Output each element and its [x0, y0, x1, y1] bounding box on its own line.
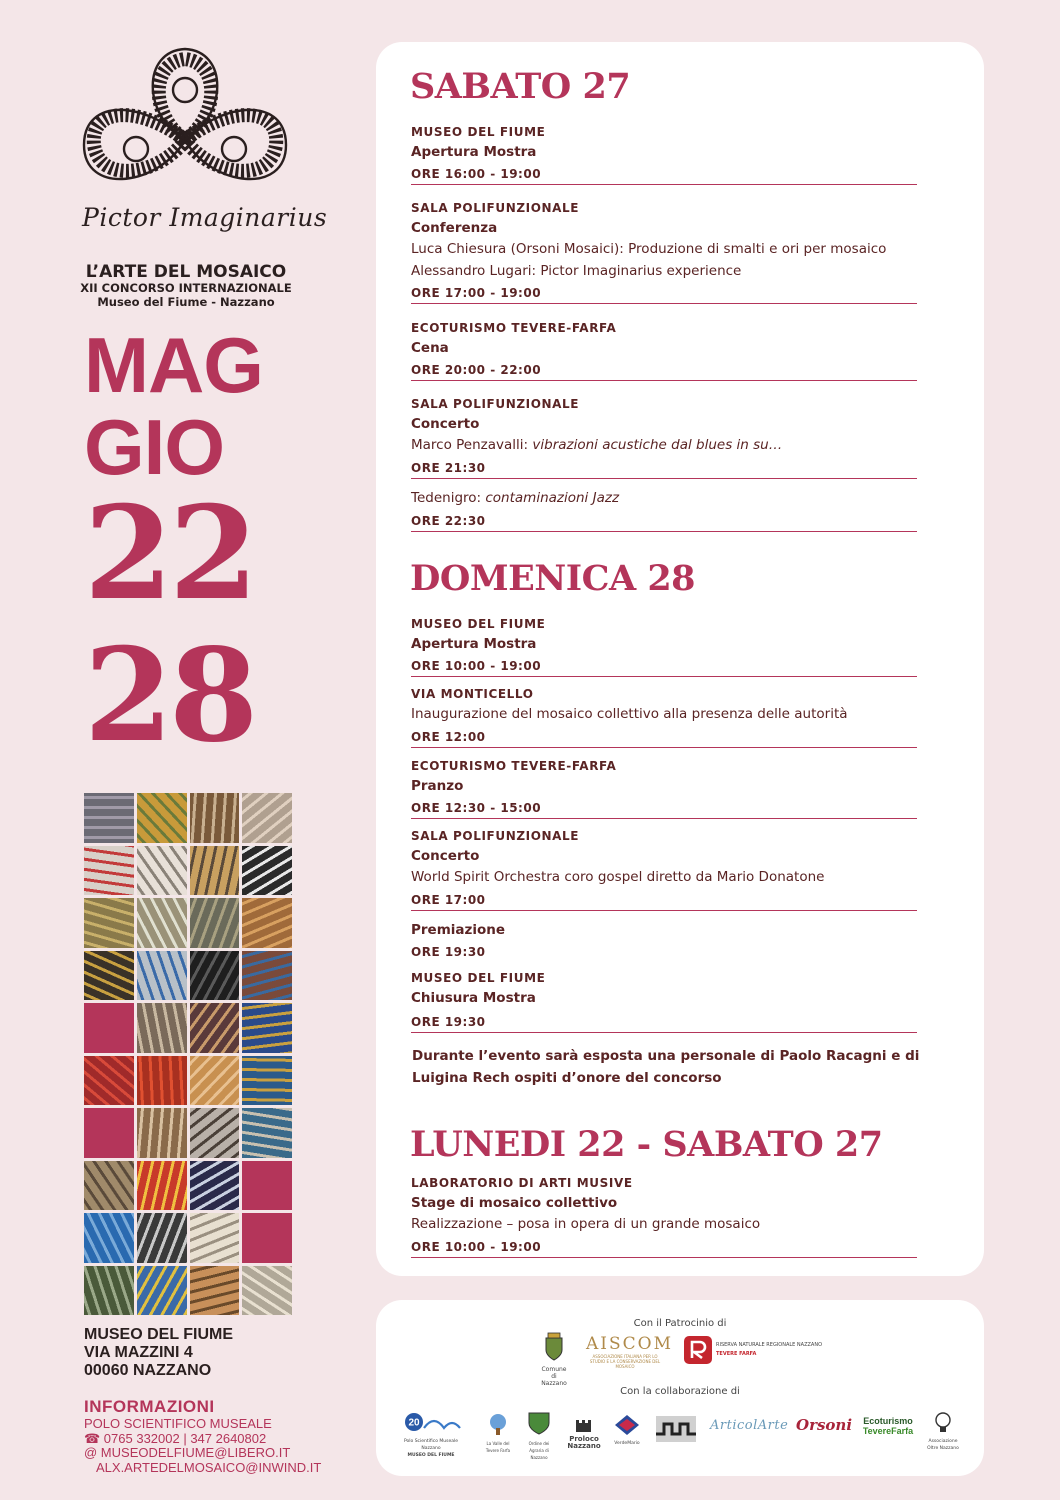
event-title: Chiusura Mostra — [411, 990, 536, 1006]
mosaic-tile — [84, 1056, 134, 1106]
lightbulb-icon — [934, 1412, 952, 1434]
coat-of-arms-icon — [543, 1332, 565, 1362]
event-time: ORE 19:30 — [411, 1013, 917, 1033]
mosaic-tile — [242, 1161, 292, 1211]
event-sab-4 — [411, 394, 917, 479]
event-description: Alessandro Lugari: Pictor Imaginarius experience — [411, 262, 742, 279]
day-start: 22 — [84, 479, 255, 629]
note-artist-2: Luigina Rech — [412, 1070, 510, 1086]
day-heading-sabato: SABATO 27 — [410, 66, 631, 107]
castle-icon — [574, 1414, 594, 1432]
left-column — [0, 0, 372, 1500]
ecoturismo-line-1: Ecoturismo — [863, 1416, 913, 1426]
event-title: Apertura Mostra — [411, 636, 537, 652]
mosaic-tile — [137, 846, 187, 896]
event-time: ORE 17:00 - 19:00 — [411, 284, 917, 304]
mosaic-tile — [84, 1108, 134, 1158]
mosaic-tile — [137, 951, 187, 1001]
event-branding — [70, 262, 302, 310]
day-heading-domenica: DOMENICA 28 — [410, 558, 696, 599]
mosaic-tile — [137, 898, 187, 948]
event-location: VIA MONTICELLO — [411, 687, 534, 701]
verde-logo — [610, 1414, 644, 1447]
mosaic-tile — [190, 1161, 240, 1211]
event-time: ORE 20:00 - 22:00 — [411, 361, 917, 381]
mosaic-tile — [242, 793, 292, 843]
mosaic-tile — [84, 951, 134, 1001]
mosaic-tile — [242, 1266, 292, 1316]
event-dom-4 — [411, 826, 917, 911]
mosaic-tile — [84, 1213, 134, 1263]
comune-logo — [543, 1332, 567, 1387]
mosaic-tile — [190, 1108, 240, 1158]
mosaic-tile — [84, 1161, 134, 1211]
day-heading-lunedi: LUNEDI 22 - SABATO 27 — [410, 1124, 883, 1165]
event-location: SALA POLIFUNZIONALE — [411, 397, 580, 411]
month-line-1: MAG — [84, 321, 263, 409]
performance-title: vibrazioni acustiche dal blues in su… — [532, 437, 783, 453]
event-title: Conferenza — [411, 220, 498, 236]
event-time: ORE 17:00 — [411, 891, 917, 911]
comune-label: Comune di Nazzano — [541, 1366, 567, 1387]
mosaic-tile — [190, 1056, 240, 1106]
event-location: ECOTURISMO TEVERE-FARFA — [411, 759, 617, 773]
riserva-subtitle: TEVERE FARFA — [716, 1351, 757, 1357]
event-title: L’ARTE DEL MOSAICO — [85, 262, 287, 282]
riserva-logo — [684, 1336, 824, 1366]
event-title: Stage di mosaico collettivo — [411, 1195, 618, 1211]
diamond-icon — [614, 1414, 640, 1436]
event-dom-3 — [411, 756, 917, 819]
polo-label: Polo Scientifico Museale Nazzano — [403, 1439, 459, 1451]
event-description: World Spirit Orchestra coro gospel diretto da Mario Donatone — [411, 869, 825, 885]
event-dom-5 — [411, 920, 917, 962]
mosaic-tile — [137, 1266, 187, 1316]
pattern-logo — [656, 1416, 696, 1442]
info-email-2[interactable]: ALX.ARTEDELMOSAICO@INWIND.IT — [96, 1459, 322, 1475]
event-description — [411, 435, 917, 457]
info-phone: ☎ 0765 332002 | 347 2640802 — [84, 1430, 267, 1446]
event-location: MUSEO DEL FIUME — [411, 125, 546, 139]
address-street: VIA MAZZINI 4 — [84, 1344, 193, 1361]
event-title: Concerto — [411, 416, 480, 432]
event-time: ORE 19:30 — [411, 945, 486, 959]
mosaic-tile — [137, 1213, 187, 1263]
aiscom-logo — [586, 1334, 673, 1369]
info-block — [84, 1397, 321, 1475]
event-title: Apertura Mostra — [411, 144, 537, 160]
orsoni-logo — [796, 1416, 853, 1434]
riserva-name: RISERVA NATURALE REGIONALE NAZZANO — [716, 1342, 823, 1348]
mosaic-tile — [190, 793, 240, 843]
collaborazione-label: Con la collaborazione di — [620, 1386, 740, 1397]
performance-title: contaminazioni Jazz — [485, 490, 620, 506]
mosaic-tile — [242, 846, 292, 896]
mosaic-tile — [84, 1266, 134, 1316]
shield-icon — [527, 1410, 551, 1436]
performer: Marco Penzavalli: — [411, 437, 533, 453]
event-location: MUSEO DEL FIUME — [411, 617, 546, 631]
aiscom-name: AISCOM — [586, 1334, 673, 1354]
orsoni-name: Orsoni — [796, 1416, 853, 1434]
logo-script-title: Pictor Imaginarius — [82, 203, 328, 232]
event-title: Cena — [411, 340, 449, 356]
event-dom-1 — [411, 614, 917, 677]
month-line-2: GIO — [84, 403, 225, 491]
polo-logo — [398, 1410, 464, 1459]
mosaic-tile — [137, 1161, 187, 1211]
articolarte-name: ArticolArte — [710, 1418, 789, 1433]
event-time: ORE 10:00 - 19:00 — [411, 657, 917, 677]
mosaic-tile — [84, 793, 134, 843]
event-description: Inaugurazione del mosaico collettivo alla presenza delle autorità — [411, 706, 848, 722]
oltre-logo — [926, 1412, 960, 1452]
ordine-logo — [524, 1410, 554, 1461]
tree-icon — [486, 1412, 510, 1436]
mosaic-tile — [242, 898, 292, 948]
mosaic-tile — [84, 846, 134, 896]
event-description: Luca Chiesura (Orsoni Mosaici): Produzione di smalti e ori per mosaico — [411, 241, 887, 257]
riserva-r-icon — [684, 1336, 712, 1364]
event-location: MUSEO DEL FIUME — [411, 971, 546, 985]
event-sab-5 — [411, 488, 917, 532]
info-org: POLO SCIENTIFICO MUSEALE — [84, 1416, 272, 1431]
event-sab-1 — [411, 122, 917, 185]
event-dom-6 — [411, 968, 917, 1033]
mosaic-tile — [84, 898, 134, 948]
svg-text:20: 20 — [408, 1417, 420, 1429]
mosaic-tile — [242, 1213, 292, 1263]
mosaic-tile — [84, 1003, 134, 1053]
honor-note — [412, 1045, 922, 1089]
museo-label: MUSEO DEL FIUME — [407, 1453, 455, 1458]
verde-label: VerdeMario — [614, 1441, 640, 1446]
mosaic-tile — [190, 1213, 240, 1263]
mosaic-tile — [137, 1003, 187, 1053]
note-artist-1: Paolo Racagni — [779, 1048, 887, 1064]
address-block — [84, 1326, 233, 1380]
event-location: SALA POLIFUNZIONALE — [411, 829, 580, 843]
address-city: 00060 NAZZANO — [84, 1362, 212, 1379]
info-email-1[interactable]: @ MUSEODELFIUME@LIBERO.IT — [84, 1445, 291, 1460]
mosaic-tile — [190, 951, 240, 1001]
proloco-label: Proloco Nazzano — [567, 1435, 601, 1450]
event-time: ORE 16:00 - 19:00 — [411, 165, 917, 185]
mosaic-tile — [137, 1108, 187, 1158]
mosaic-tile — [242, 1108, 292, 1158]
performer: Tedenigro: — [411, 490, 486, 506]
event-time: ORE 12:00 — [411, 728, 917, 748]
event-title: Concerto — [411, 848, 480, 864]
event-description: Realizzazione – posa in opera di un grande mosaico — [411, 1216, 761, 1232]
note-text: e di — [886, 1048, 920, 1064]
event-time: ORE 12:30 - 15:00 — [411, 799, 917, 819]
event-lun-1 — [411, 1173, 917, 1258]
event-dom-2 — [411, 684, 917, 748]
address-venue: MUSEO DEL FIUME — [84, 1326, 234, 1343]
mosaic-tile — [137, 1056, 187, 1106]
ecoturismo-line-2: TevereFarfa — [862, 1426, 914, 1436]
event-title: Pranzo — [411, 778, 464, 794]
ordine-label: Ordine dei Agraria di Nazzano — [528, 1441, 550, 1460]
mosaic-tile — [242, 1056, 292, 1106]
aiscom-subtitle: ASSOCIAZIONE ITALIANA PER LO STUDIO E LA CONSERVAZIONE DEL MOSAICO — [589, 1354, 661, 1369]
event-description — [411, 488, 917, 510]
mosaic-pattern-icon — [656, 1416, 696, 1442]
mosaic-tile — [190, 1266, 240, 1316]
event-title: Premiazione — [411, 922, 506, 938]
proloco-logo — [564, 1414, 604, 1450]
event-location: LABORATORIO DI ARTI MUSIVE — [411, 1176, 633, 1190]
day-end: 28 — [84, 621, 255, 771]
mosaic-tile — [190, 898, 240, 948]
oltre-label: Associazione Oltre Nazzano — [927, 1439, 959, 1451]
event-location: SALA POLIFUNZIONALE — [411, 201, 580, 215]
note-text: ospiti d’onore del concorso — [509, 1070, 722, 1086]
mosaic-tile — [190, 846, 240, 896]
pictor-imaginarius-logo — [80, 45, 290, 205]
event-venue: Museo del Fiume - Nazzano — [97, 295, 275, 309]
mosaic-tile — [190, 1003, 240, 1053]
mosaic-tile — [137, 793, 187, 843]
mosaic-tile — [242, 951, 292, 1001]
event-time: ORE 22:30 — [411, 512, 917, 532]
event-time: ORE 21:30 — [411, 459, 917, 479]
articolarte-logo — [710, 1418, 789, 1433]
info-heading: INFORMAZIONI — [84, 1397, 215, 1416]
note-text: Durante l’evento sarà esposta una personale di — [412, 1048, 780, 1064]
mosaic-photo-grid — [84, 793, 292, 1315]
patrocinio-label: Con il Patrocinio di — [633, 1318, 727, 1329]
event-subtitle: XII CONCORSO INTERNAZIONALE — [80, 281, 292, 295]
tevere-farfa-assoc-label: La Valle del Tevere Farfa — [485, 1441, 511, 1453]
event-sab-2 — [411, 198, 917, 304]
mosaic-tile — [242, 1003, 292, 1053]
event-location: ECOTURISMO TEVERE-FARFA — [411, 321, 617, 335]
ecoturismo-logo — [860, 1416, 916, 1436]
event-time: ORE 10:00 - 19:00 — [411, 1238, 917, 1258]
tevere-farfa-assoc-logo — [480, 1412, 516, 1454]
event-sab-3 — [411, 318, 917, 381]
polo-wave-icon — [400, 1410, 462, 1434]
